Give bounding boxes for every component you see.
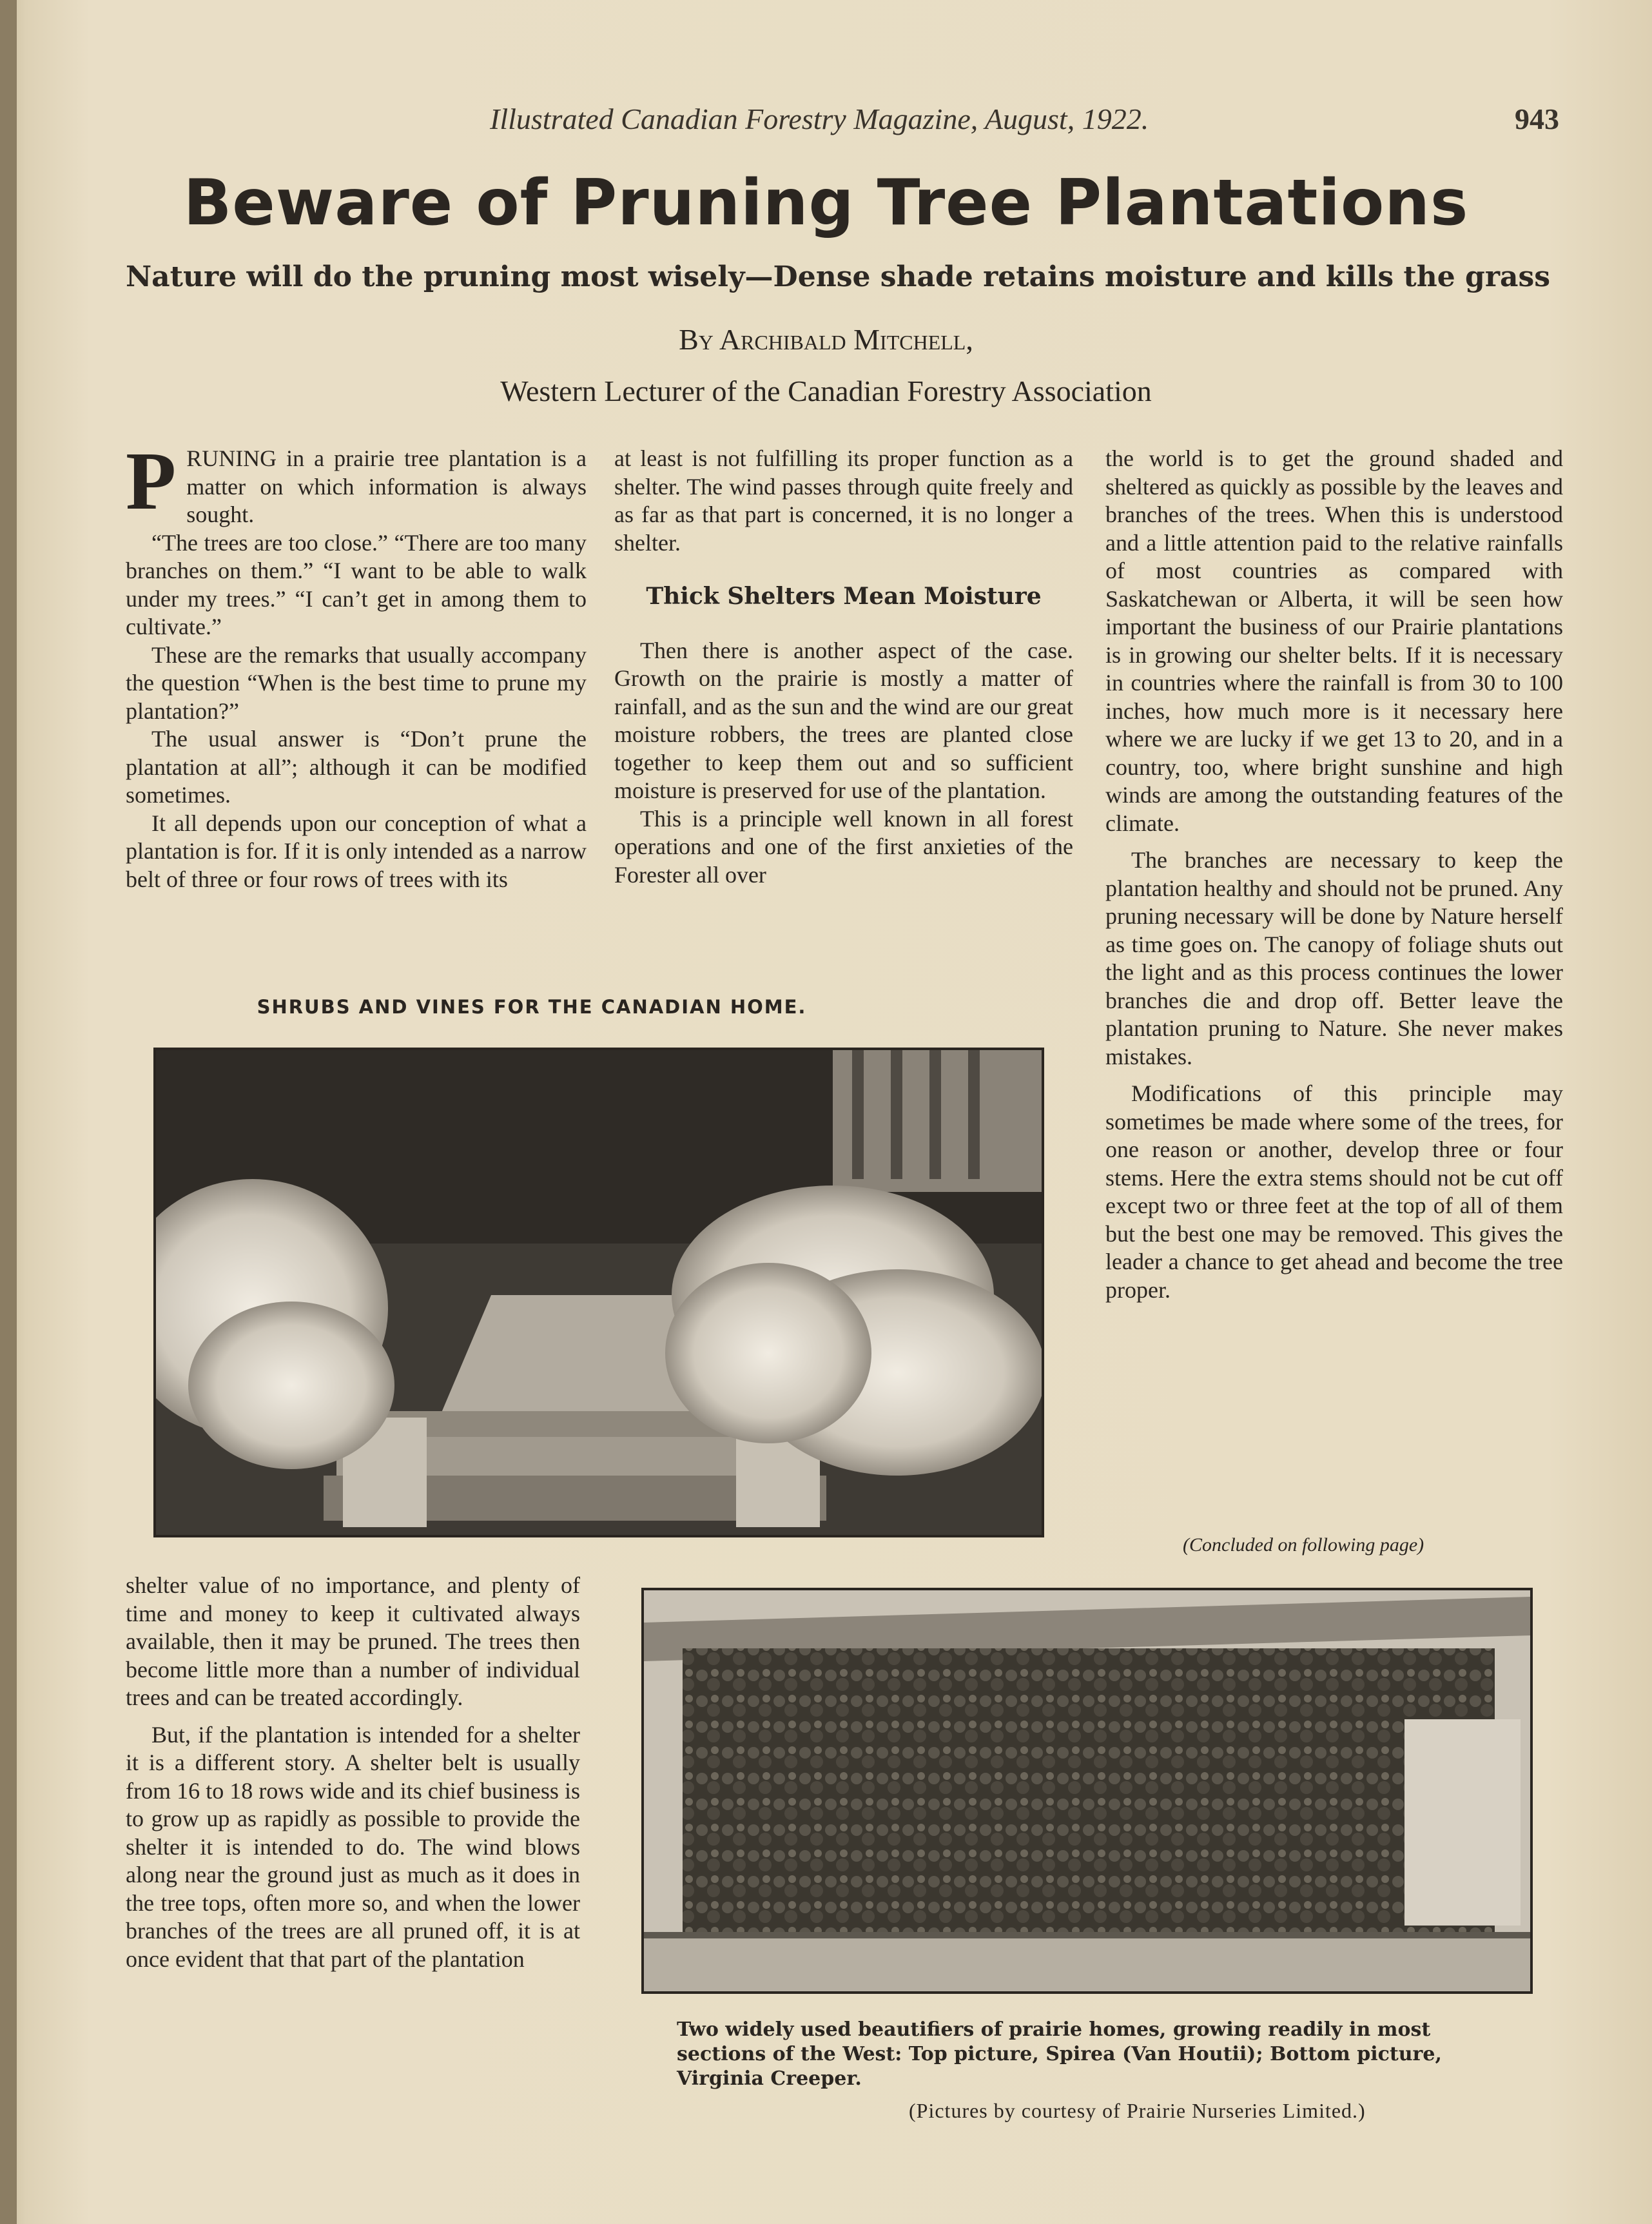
paragraph: The usual answer is “Don’t prune the plantation at all”; although it can be modified sometimes. — [126, 726, 587, 808]
paragraph-text: in a prairie tree plantation is a matter on which information is always sought. — [186, 445, 587, 527]
lead-word: RUNING — [186, 445, 277, 471]
drop-cap: P — [126, 435, 177, 527]
paragraph: But, if the plantation is intended for a shelter it is a different story. A shelter belt is usually from 16 to 18 rows wide and its chief business is to grow up as rapidly as possible to provide the shelter it is intended to do. The wind blows along near the ground just as much as it does in the tree tops, often more so, and when the lower branches of the trees are all pruned off, it is at once evident that that part of the plantation — [126, 1721, 580, 1972]
column-1-continued — [126, 1572, 580, 1973]
photo-caption: Two widely used beautifiers of prairie homes, growing readily in most sections of the West: Top picture, Spirea (Van Houtii); Bottom picture, Virginia Creeper. — [677, 2018, 1442, 2090]
paragraph: “The trees are too close.” “There are too many branches on them.” “I want to be able to walk under my trees.” “I can’t get in among them to cultivate.” — [126, 529, 587, 639]
paragraph: shelter value of no importance, and plenty of time and money to keep it cultivated always available, then it may be pruned. The trees then become little more than a number of individual trees and can be treated accordingly. — [126, 1572, 580, 1710]
paragraph: It all depends upon our conception of what a plantation is for. If it is only intended as a narrow belt of three or four rows of trees with its — [126, 810, 587, 892]
article-title: Beware of Pruning Tree Plantations — [183, 166, 1469, 240]
page-number: 943 — [1515, 102, 1559, 135]
photo-credit: (Pictures by courtesy of Prairie Nurseries Limited.) — [909, 2099, 1366, 2122]
column-1 — [126, 435, 587, 893]
photo-section-heading: SHRUBS AND VINES FOR THE CANADIAN HOME. — [257, 996, 807, 1018]
continuation-note: (Concluded on following page) — [1183, 1534, 1424, 1556]
author-affiliation: Western Lecturer of the Canadian Forestry Association — [500, 375, 1152, 407]
paragraph: Modifications of this principle may sometimes be made where some of the trees, for one reason or another, develop three or four stems. Here the extra stems should not be cut off except two or three feet at the top of all of them but the best one may be removed. This gives the leader a chance to get ahead and become the tree proper. — [1105, 1080, 1563, 1303]
paragraph: the world is to get the ground shaded and sheltered as quickly as possible by the leaves and branches of the trees. When this is understood and a little attention paid to the relative rainfalls of most countries as compared with Saskatchewan or Alberta, it will be seen how important the business of our Prairie plantations is in growing our shelter belts. If it is necessary in countries where the rainfall is from 30 to 100 inches, how much more is it necessary here where we are lucky if we get 13 to 20, and in a country, too, where bright sunshine and high winds are among the outstanding features of the climate. — [1105, 445, 1563, 836]
paragraph: This is a principle well known in all forest operations and one of the first anxieties of the Forester all over — [614, 805, 1073, 888]
column-3 — [1105, 445, 1563, 1304]
byline: By Archibald Mitchell, — [679, 323, 973, 356]
journal-title: Illustrated Canadian Forestry Magazine, August, 1922. — [490, 102, 1149, 135]
paragraph: These are the remarks that usually accompany the question “When is the best time to prune my plantation?” — [126, 641, 587, 724]
paragraph: at least is not fulfilling its proper function as a shelter. The wind passes through quite freely and as far as that part is concerned, it is no longer a shelter. — [614, 445, 1073, 556]
paragraph — [126, 435, 587, 529]
spirea-photo — [153, 1048, 1044, 1537]
paragraph: The branches are necessary to keep the plantation healthy and should not be pruned. Any pruning necessary will be done by Nature herself as time goes on. The canopy of foliage shuts out the light and as this process continues the lower branches die and drop off. Better leave the plantation pruning to Nature. She never makes mistakes. — [1105, 847, 1563, 1069]
article-subtitle: Nature will do the pruning most wisely—Dense shade retains moisture and kills the grass — [125, 260, 1551, 293]
virginia-creeper-photo — [641, 1588, 1533, 1994]
paragraph: Then there is another aspect of the case. Growth on the prairie is mostly a matter of rainfall, and as the sun and the wind are our great moisture robbers, the trees are planted close together to keep them out and so sufficient moisture is preserved for use of the plantation. — [614, 637, 1073, 803]
column-2 — [614, 445, 1073, 889]
section-heading: Thick Shelters Mean Moisture — [646, 583, 1042, 610]
